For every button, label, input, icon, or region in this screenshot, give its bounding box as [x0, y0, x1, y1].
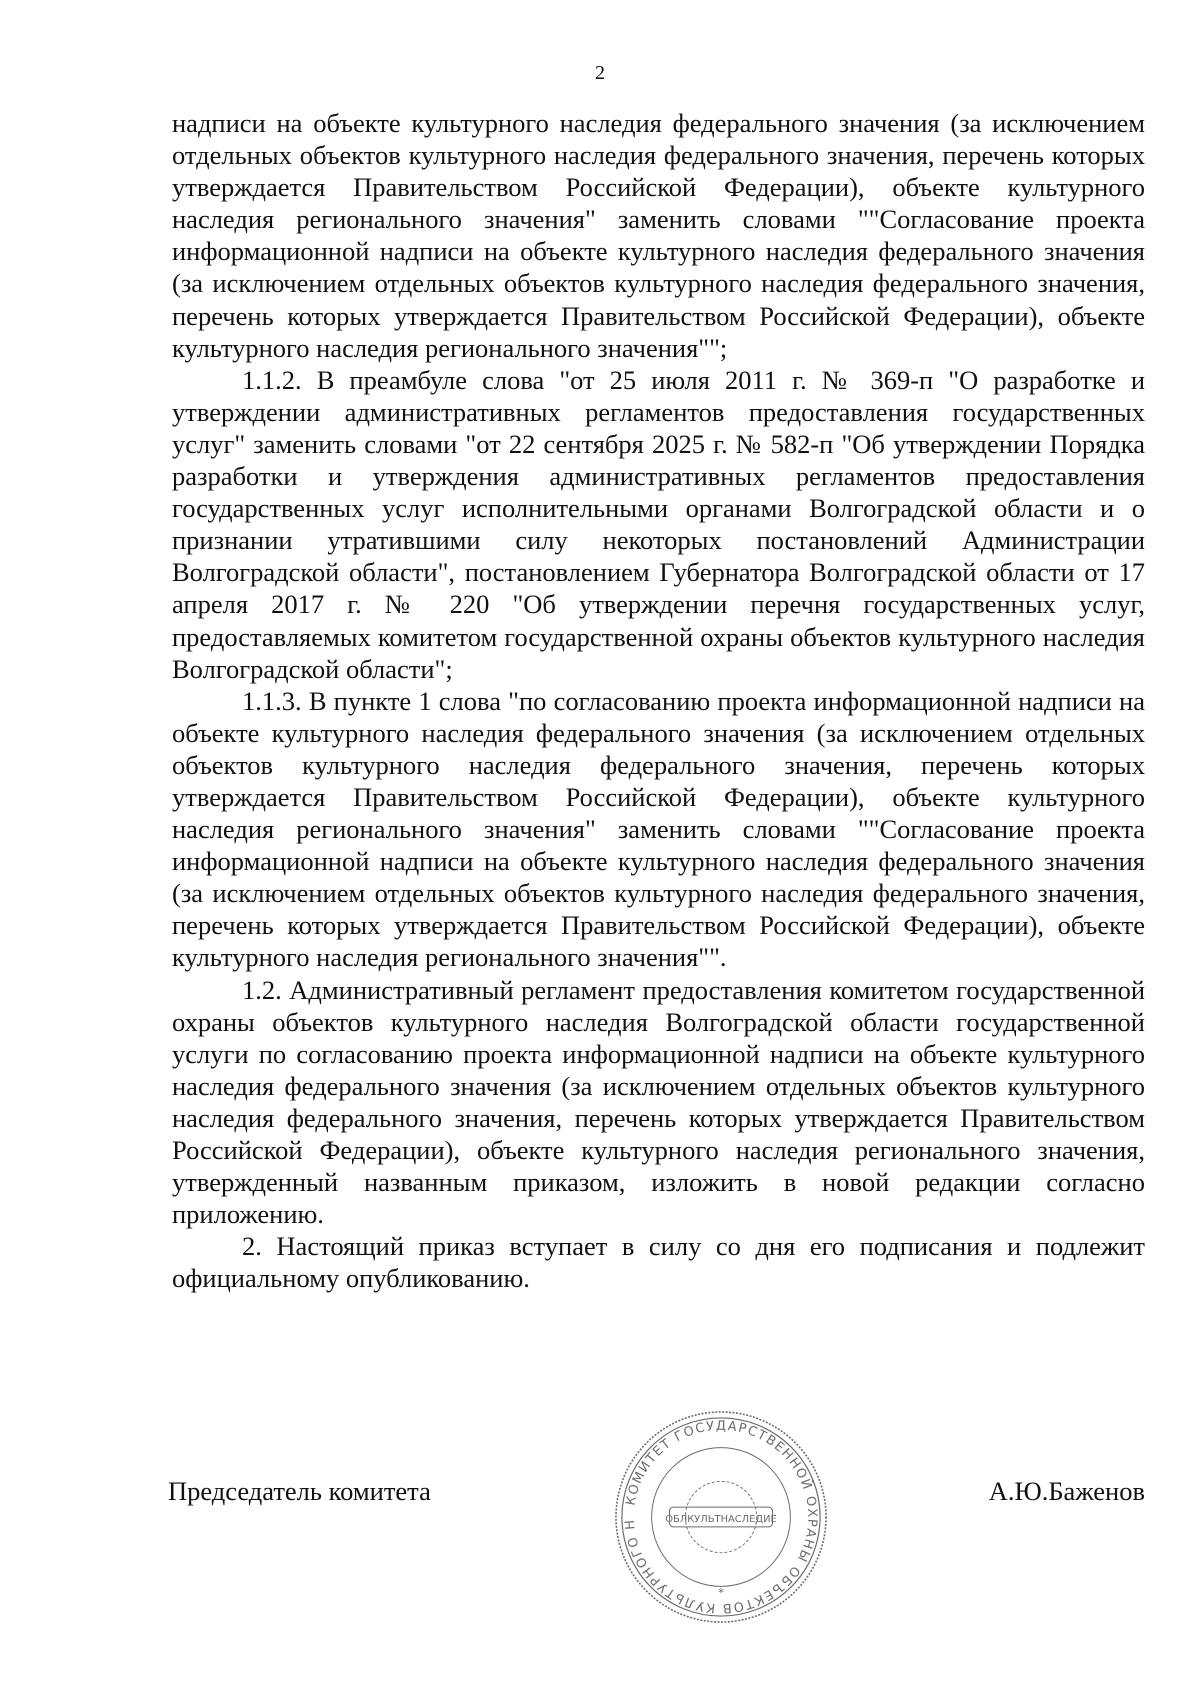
svg-text:*: * [718, 1585, 724, 1600]
official-stamp [612, 1408, 830, 1626]
page-number: 2 [595, 62, 605, 84]
paragraph-1-2: 1.2. Административный регламент предоставления комитетом государственной охраны объектов культурного наследия Волгоградской области государственной услуги по согласованию проекта информационной надписи на объекте культурного наследия федерального значения (за исключением отдельных объектов культурного наследия федерального значения, перечень которых утверждается Правительством Российской Федерации), объекте культурного наследия регионального значения, утвержденный названным приказом, изложить в новой редакции согласно приложению. [172, 974, 1145, 1230]
paragraph-2: 2. Настоящий приказ вступает в силу со дня его подписания и подлежит официальному опубликованию. [172, 1231, 1145, 1294]
paragraph-continuation: надписи на объекте культурного наследия федерального значения (за исключением отдельных объектов культурного наследия федерального значения, перечень которых утверждается Правительством Российской Федерации), объекте культурного наследия регионального значения" заменить словами ""Согласование проекта информационной надписи на объекте культурного наследия федерального значения (за исключением отдельных объектов культурного наследия федерального значения, перечень которых утверждается Правительством Российской Федерации), объекте культурного наследия регионального значения""; [172, 108, 1145, 363]
signer-name: А.Ю.Баженов [988, 1476, 1145, 1506]
paragraph-1-1-2: 1.1.2. В преамбуле слова "от 25 июля 2011 г. № 369-п "О разработке и утверждении административных регламентов предоставления государственных услуг" заменить словами "от 22 сентября 2025 г. № 582-п "Об утверждении Порядка разработки и утверждения административных регламентов предоставления государственных услуг исполнительными органами Волгоградской области и о признании утратившими силу некоторых постановлений Администрации Волгоградской области", постановлением Губернатора Волгоградской области от 17 апреля 2017 г. № 220 "Об утверждении перечня государственных услуг, предоставляемых комитетом государственной охраны объектов культурного наследия Волгоградской области"; [172, 364, 1145, 684]
svg-text:ОБЛКУЛЬТНАСЛЕДИЕ: ОБЛКУЛЬТНАСЛЕДИЕ [665, 1513, 777, 1525]
stamp-seal-image [612, 1408, 830, 1626]
svg-text:КОМИТЕТ ГОСУДАРСТВЕННОЙ ОХРАНЫ: КОМИТЕТ ГОСУДАРСТВЕННОЙ ОХРАНЫ ОБЪЕКТОВ КУЛЬТУРНОГО Н [622, 1418, 820, 1616]
document-body [172, 107, 1145, 1294]
paragraph-1-1-3: 1.1.3. В пункте 1 слова "по согласованию проекта информационной надписи на объекте культурного наследия федерального значения (за исключением отдельных объектов культурного наследия федерального значения, перечень которых утверждается Правительством Российской Федерации), объекте культурного наследия регионального значения" заменить словами ""Согласование проекта информационной надписи на объекте культурного наследия федерального значения (за исключением отдельных объектов культурного наследия федерального значения, перечень которых утверждается Правительством Российской Федерации), объекте культурного наследия регионального значения"". [172, 685, 1145, 973]
signer-title: Председатель комитета [168, 1476, 431, 1506]
